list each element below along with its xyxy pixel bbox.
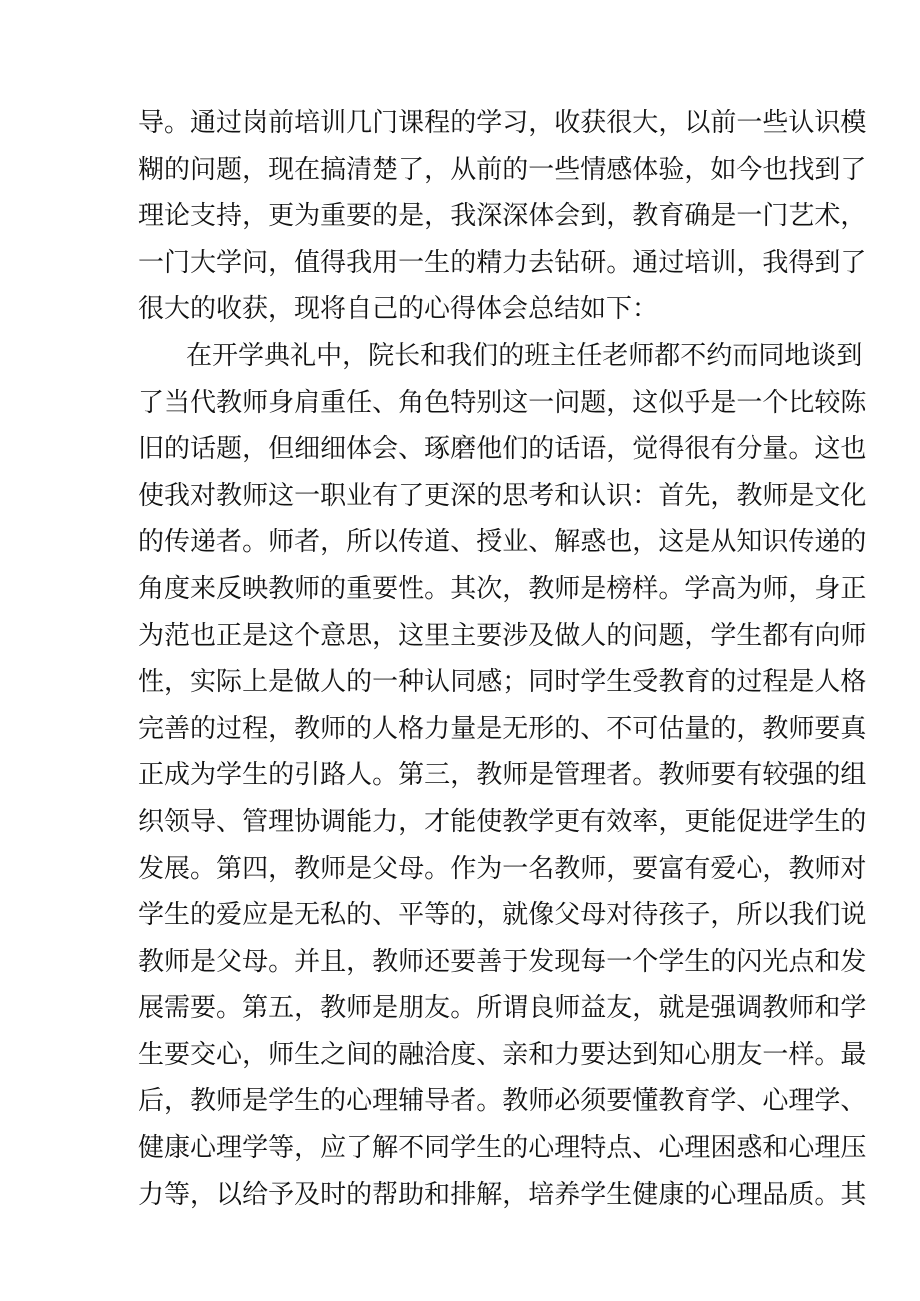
text-line: 性 ， 实 际 上 是 做 人 的 一 种 认 同 感 ； 同 时 学 生 受 教 育 的 过 程 是 人 格 xyxy=(138,667,867,698)
text-line: 学 生 的 爱 应 是 无 私 的 、 平 等 的 ， 就 像 父 母 对 待 孩 子 ， 所 以 我 们 说 xyxy=(138,900,867,931)
text-line: 力 等 ， 以 给 予 及 时 的 帮 助 和 排 解 ， 培 养 学 生 健 康 的 心 理 品 质 。 其 xyxy=(138,1179,867,1210)
text-line: 了 当 代 教 师 身 肩 重 任 、 角 色 特 别 这 一 问 题 ， 这 似 乎 是 一 个 比 较 陈 xyxy=(138,387,867,418)
text-line: 角 度 来 反 映 教 师 的 重 要 性 。 其 次 ， 教 师 是 榜 样 。 学 高 为 师 ， 身 正 xyxy=(138,573,867,604)
text-line: 发 展 。 第 四 ， 教 师 是 父 母 。 作 为 一 名 教 师 ， 要 富 有 爱 心 ， 教 师 对 xyxy=(138,853,867,884)
text-line: 正 成 为 学 生 的 引 路 人 。 第 三 ， 教 师 是 管 理 者 。 教 师 要 有 较 强 的 组 xyxy=(138,760,867,791)
text-line: 后 ， 教 师 是 学 生 的 心 理 辅 导 者 。 教 师 必 须 要 懂 教 育 学 、 心 理 学 、 xyxy=(138,1086,867,1117)
text-line: 为 范 也 正 是 这 个 意 思 ， 这 里 主 要 涉 及 做 人 的 问 题 ， 学 生 都 有 向 师 xyxy=(138,620,867,651)
text-line: 旧 的 话 题 ， 但 细 细 体 会 、 琢 磨 他 们 的 话 语 ， 觉 得 很 有 分 量 。 这 也 xyxy=(138,434,867,465)
text-line: 很大的收获，现将自己的心得体会总结如下： xyxy=(138,294,659,325)
text-line: 教 师 是 父 母 。 并 且 ， 教 师 还 要 善 于 发 现 每 一 个 学 生 的 闪 光 点 和 发 xyxy=(138,946,867,977)
text-line: 织 领 导 、 管 理 协 调 能 力 ， 才 能 使 教 学 更 有 效 率 ， 更 能 促 进 学 生 的 xyxy=(138,806,867,837)
text-line: 完 善 的 过 程 ， 教 师 的 人 格 力 量 是 无 形 的 、 不 可 估 量 的 ， 教 师 要 真 xyxy=(138,713,867,744)
text-line: 理 论 支 持 ， 更 为 重 要 的 是 ， 我 深 深 体 会 到 ， 教 育 确 是 一 门 艺 术 ， xyxy=(138,201,867,232)
text-line: 导 。 通 过 岗 前 培 训 几 门 课 程 的 学 习 ， 收 获 很 大 ， 以 前 一 些 认 识 模 xyxy=(138,108,867,138)
text-line: 在 开 学 典 礼 中 ， 院 长 和 我 们 的 班 主 任 老 师 都 不 约 而 同 地 谈 到 xyxy=(186,340,863,371)
text-line: 生 要 交 心 ， 师 生 之 间 的 融 洽 度 、 亲 和 力 要 达 到 知 心 朋 友 一 样 。 最 xyxy=(138,1039,867,1070)
paragraph-2 xyxy=(138,333,867,1218)
text-line: 健 康 心 理 学 等 ， 应 了 解 不 同 学 生 的 心 理 特 点 、 心 理 困 惑 和 心 理 压 xyxy=(138,1133,867,1164)
text-line: 糊 的 问 题 ， 现 在 搞 清 楚 了 ， 从 前 的 一 些 情 感 体 验 ， 如 今 也 找 到 了 xyxy=(138,154,867,185)
paragraph-1 xyxy=(138,100,867,333)
text-line: 一 门 大 学 问 ， 值 得 我 用 一 生 的 精 力 去 钻 研 。 通 过 培 训 ， 我 得 到 了 xyxy=(138,247,867,278)
document-body xyxy=(138,100,867,1218)
text-line: 展 需 要 。 第 五 ， 教 师 是 朋 友 。 所 谓 良 师 益 友 ， 就 是 强 调 教 师 和 学 xyxy=(138,993,867,1024)
text-line: 的 传 递 者 。 师 者 ， 所 以 传 道 、 授 业 、 解 惑 也 ， 这 是 从 知 识 传 递 的 xyxy=(138,527,867,558)
text-line: 使 我 对 教 师 这 一 职 业 有 了 更 深 的 思 考 和 认 识 ： 首 先 ， 教 师 是 文 化 xyxy=(138,480,867,511)
